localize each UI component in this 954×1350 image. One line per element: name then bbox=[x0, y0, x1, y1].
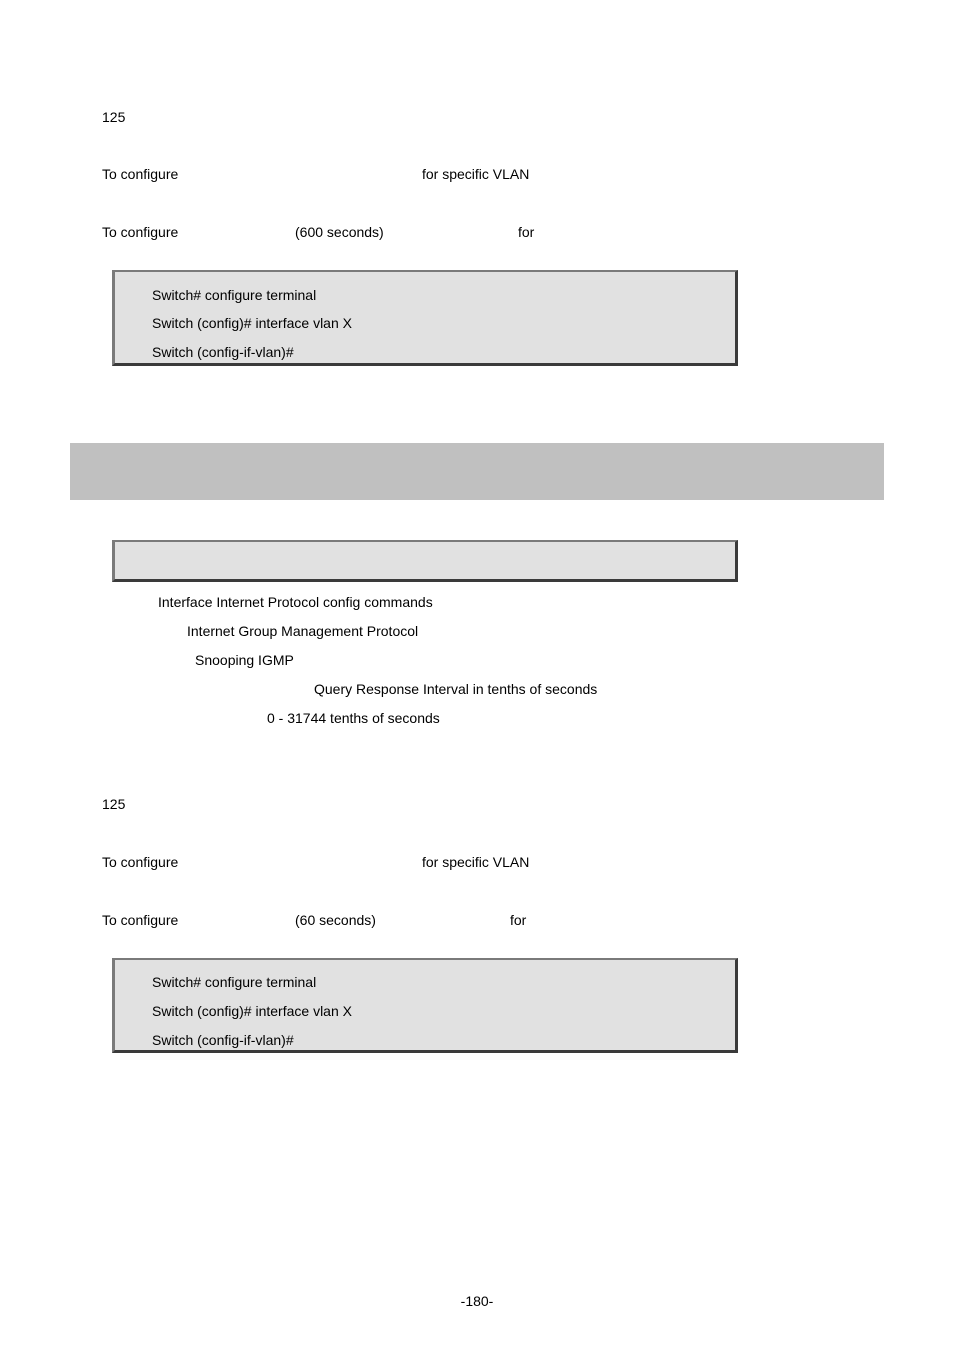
code-example-box-2 bbox=[112, 958, 738, 1053]
section-heading-band bbox=[70, 443, 884, 500]
code-line: Switch (config-if-vlan)# bbox=[152, 1032, 294, 1048]
syntax-box bbox=[112, 540, 738, 582]
mode-tail-1: for specific VLAN bbox=[422, 166, 530, 182]
default-value-2: 125 bbox=[102, 796, 126, 812]
param-desc-ip: Interface Internet Protocol config commands bbox=[158, 594, 433, 610]
code-line: Switch# configure terminal bbox=[152, 974, 317, 990]
param-desc-igmp: Internet Group Management Protocol bbox=[187, 623, 419, 639]
mode-tail-2: for specific VLAN bbox=[422, 854, 530, 870]
code-line: Switch (config)# interface vlan X bbox=[152, 1003, 352, 1019]
param-desc-range: 0 - 31744 tenths of seconds bbox=[267, 710, 440, 726]
code-line: Switch (config)# interface vlan X bbox=[152, 315, 352, 331]
mode-lead-2: To configure bbox=[102, 854, 179, 870]
param-desc-snooping: Snooping IGMP bbox=[195, 652, 294, 668]
example-tail-1: for bbox=[518, 224, 535, 240]
code-line: Switch# configure terminal bbox=[152, 287, 317, 303]
example-lead-1: To configure bbox=[102, 224, 179, 240]
page-number: -180- bbox=[460, 1293, 494, 1309]
mode-lead-1: To configure bbox=[102, 166, 179, 182]
example-value-1: (600 seconds) bbox=[295, 224, 384, 240]
default-value-1: 125 bbox=[102, 109, 126, 125]
example-value-2: (60 seconds) bbox=[295, 912, 376, 928]
param-desc-query-response: Query Response Interval in tenths of seconds bbox=[314, 681, 598, 697]
code-line: Switch (config-if-vlan)# bbox=[152, 344, 294, 360]
code-example-box-1 bbox=[112, 270, 738, 366]
example-lead-2: To configure bbox=[102, 912, 179, 928]
example-tail-2: for bbox=[510, 912, 527, 928]
